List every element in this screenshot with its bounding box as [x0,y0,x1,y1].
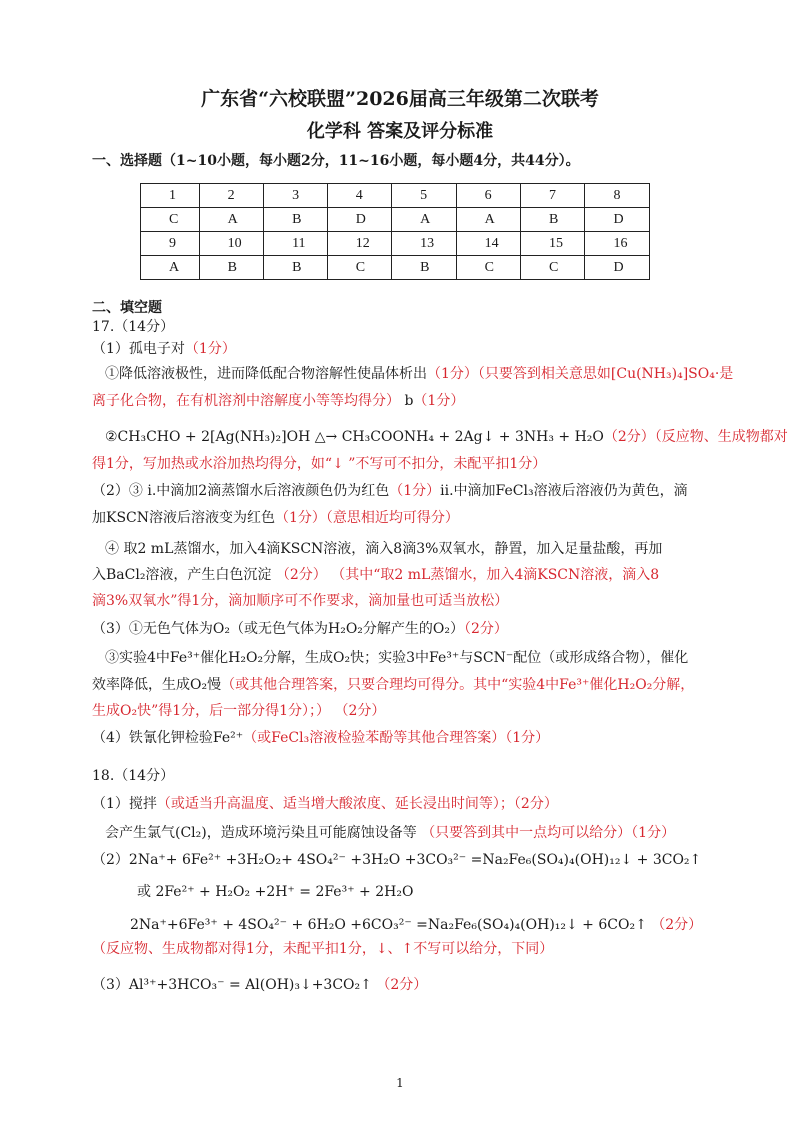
table-row [141,184,650,208]
table-cell: A [392,208,456,232]
table-row [141,208,650,232]
answer-line [92,392,464,410]
scoring-note: （1分）（只要答到相关意思如[Cu(NH₃)₄]SO₄·是 [427,366,734,382]
answer-line [92,482,688,500]
answer-line [92,940,553,958]
table-cell: 16 [585,232,650,256]
table-cell: B [264,208,328,232]
table-cell: C [456,256,520,280]
answer-text: ii.中滴加FeCl₃溶液后溶液仍为黄色，滴 [440,483,688,499]
scoring-note: 生成O₂快”得1分，后一部分得1分）；） （2分） [92,703,386,719]
answer-text: 2Na⁺+6Fe³⁺ + 4SO₄²⁻ + 6H₂O +6CO₃²⁻ =Na₂Fe₆(SO₄)₄(OH)₁₂↓ + 6CO₂↑ [130,917,647,933]
table-cell: A [141,256,200,280]
section-1-heading: 一、选择题（1~10小题，每小题2分，11~16小题，每小题4分，共44分）。 [92,153,580,169]
scoring-note: （或其他合理答案，只要合理均可得分。其中“实验4中Fe³⁺催化H₂O₂分解， [221,677,695,693]
table-cell: 1 [141,184,200,208]
answer-line [137,883,413,901]
answer-text: 加KSCN溶液后溶液变为红色 [92,510,276,526]
table-cell: D [327,208,391,232]
document-title: 广东省“六校联盟”2026届高三年级第二次联考 [201,88,599,110]
scoring-note: 离子化合物，在有机溶剂中溶解度小等等均得分） [92,393,400,409]
table-cell: 10 [199,232,263,256]
table-cell: C [327,256,391,280]
answer-line [92,566,659,584]
table-cell: 8 [585,184,650,208]
answer-text: 入BaCl₂溶液，产生白色沉淀 [92,567,276,583]
scoring-note: （或FeCl₃溶液检验苯酚等其他合理答案）（1分） [243,730,550,746]
answer-line [105,824,675,842]
table-cell: C [521,256,585,280]
table-cell: B [521,208,585,232]
answer-text: 或 2Fe²⁺ + H₂O₂ +2H⁺ = 2Fe³⁺ + 2H₂O [137,884,414,900]
page-number: 1 [396,1076,404,1090]
table-cell: 6 [456,184,520,208]
scoring-note: （2分） [646,917,703,933]
scoring-note: （2分） （其中“取2 mL蒸馏水，加入4滴KSCN溶液，滴入8 [275,567,660,583]
answer-line [92,340,236,358]
table-cell: 12 [327,232,391,256]
answer-line [105,540,662,558]
scoring-note: 得1分，写加热或水浴加热均得分，如“↓ ”不写可不扣分，未配平扣1分） [92,456,547,472]
document-subtitle: 化学科 答案及评分标准 [306,121,494,142]
answer-line [92,620,508,638]
table-cell: C [141,208,200,232]
answer-text: （1）搅拌 [92,796,157,812]
answer-text: ①降低溶液极性，进而降低配合物溶解性使晶体析出 [105,366,427,382]
answer-text: ④ 取2 mL蒸馏水，加入4滴KSCN溶液，滴入8滴3%双氧水，静置，加入足量盐酸，再加 [105,541,663,557]
answer-line [92,851,701,869]
answer-line [92,729,549,747]
answer-line [92,318,174,336]
answer-text: （4）铁氰化钾检验Fe²⁺ [92,730,244,746]
answer-line [92,592,508,610]
answer-text: （2）2Na⁺+ 6Fe²⁺ +3H₂O₂+ 4SO₄²⁻ +3H₂O +3CO₃²⁻ =Na₂Fe₆(SO₄)₄(OH)₁₂↓ + 3CO₂↑ [92,852,702,868]
scoring-note: （只要答到其中一点均可以给分）（1分） [421,825,676,841]
scoring-note: （1分）（意思相近均可得分） [275,510,459,526]
scoring-note: （反应物、生成物都对得1分，未配平扣1分，↓、↑不写可以给分，下同） [92,941,554,957]
table-cell: 9 [141,232,200,256]
table-cell: 11 [264,232,328,256]
table-cell: 14 [456,232,520,256]
scoring-note: （2分） [371,977,428,993]
answer-line [130,916,702,934]
answer-text: ③实验4中Fe³⁺催化H₂O₂分解，生成O₂快；实验3中Fe³⁺与SCN⁻配位（或形成络合物），催化 [105,650,689,666]
table-cell: B [264,256,328,280]
answer-text: 17.（14分） [92,319,175,335]
answer-text: b [400,393,414,409]
table-row [141,232,650,256]
answer-line [92,767,174,785]
answer-line [92,795,558,813]
answer-text: （3）①无色气体为O₂（或无色气体为H₂O₂分解产生的O₂） [92,621,464,637]
table-cell: B [392,256,456,280]
answer-text: ②CH₃CHO + 2[Ag(NH₃)₂]OH [105,429,315,445]
answer-text: （1）孤电子对 [92,341,185,357]
table-cell: 2 [199,184,263,208]
answer-line [92,676,694,694]
table-cell: 13 [392,232,456,256]
table-cell: 15 [521,232,585,256]
table-cell: A [199,208,263,232]
scoring-note: （2分） [464,621,508,637]
answer-text: △→ [314,429,338,445]
scoring-note: （1分） [389,483,441,499]
answer-line [105,365,733,383]
answer-line [92,976,427,994]
answer-table [140,183,650,280]
table-cell: 7 [521,184,585,208]
scoring-note: （1分） [184,341,236,357]
table-cell: 4 [327,184,391,208]
table-cell: B [199,256,263,280]
answer-text: 会产生氯气(Cl₂)，造成环境污染且可能腐蚀设备等 [105,825,422,841]
scoring-note: （1分） [413,393,465,409]
table-cell: A [456,208,520,232]
answer-text: 效率降低，生成O₂慢 [92,677,222,693]
table-cell: D [585,256,650,280]
table-cell: 5 [392,184,456,208]
scoring-note: 滴3%双氧水”得1分，滴加顺序可不作要求，滴加量也可适当放松） [92,593,509,609]
scoring-note: （2分）（反应物、生成物都对 [603,429,788,445]
answer-text: （3）Al³⁺+3HCO₃⁻ = Al(OH)₃↓+3CO₂↑ [92,977,372,993]
section-2-heading: 二、填空题 [92,300,162,316]
answer-line [92,455,546,473]
table-cell: D [585,208,650,232]
answer-line [92,702,385,720]
answer-text: CH₃COONH₄ + 2Ag↓ + 3NH₃ + H₂O [337,429,604,445]
answer-text: （2）③ i.中滴加2滴蒸馏水后溶液颜色仍为红色 [92,483,390,499]
answer-line [105,428,788,446]
answer-text: 18.（14分） [92,768,175,784]
table-row [141,256,650,280]
table-cell: 3 [264,184,328,208]
scoring-note: （或适当升高温度、适当增大酸浓度、延长浸出时间等）；（2分） [156,796,558,812]
answer-line [105,649,688,667]
answer-line [92,509,459,527]
